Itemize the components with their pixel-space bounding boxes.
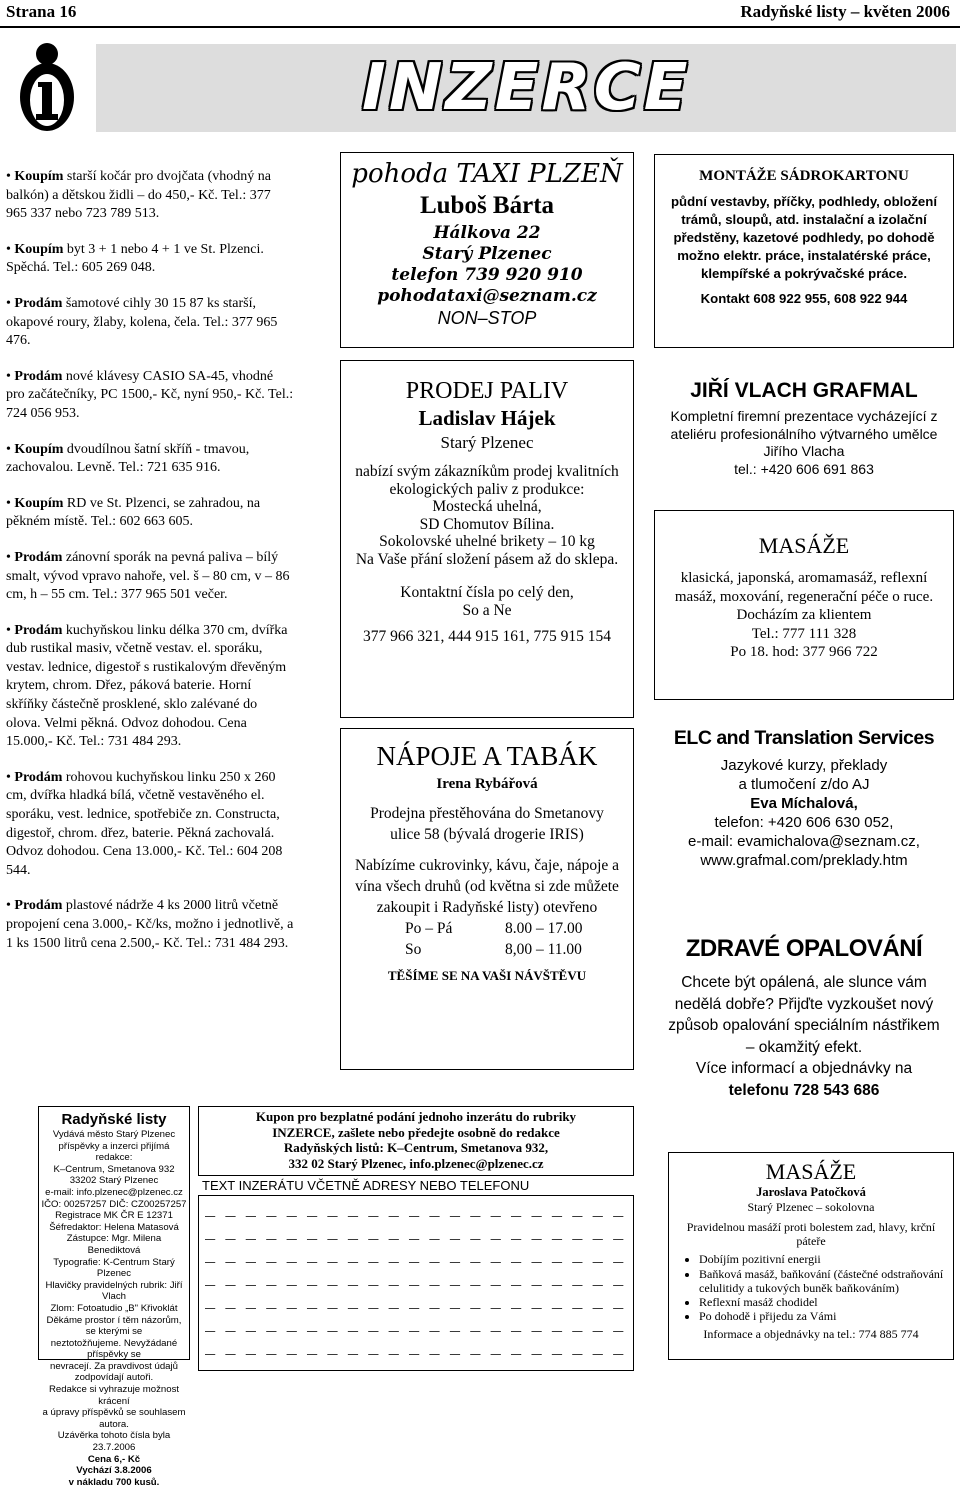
imprint-issue-date: Vychází 3.8.2006 [76,1465,152,1477]
opalovani-body: Chcete být opálená, ale slunce vám nedělá dobře? Přijďte vyzkoušet nový způsob opalování speciálním nástřikem – okamžitý efekt. [668,974,940,1056]
list-item: • Koupím starší kočár pro dvojčata (vhodný na balkón) a dětskou židli – do 450,- Kč. Tel.: 377 965 337 nebo 723 789 513. [6,169,272,222]
paliva-name: Ladislav Hájek [418,406,556,430]
imprint-line: neztotožňujeme. Nevyžádané příspěvky se [50,1337,178,1361]
imprint-line: nevracejí. Za pravdivost údajů [50,1360,178,1372]
imprint-line: K–Centrum, Smetanova 932 [53,1163,175,1175]
imprint-title: Radyňské listy [61,1111,167,1128]
issue-header: Radyňské listy – květen 2006 [740,2,950,21]
elc-courses: Jazykové kurzy, překlady [720,757,888,774]
imprint-line: Hlavičky pravidelných rubrik: Jiří Vlach [45,1279,183,1303]
coupon-text-field[interactable]: _ _ _ _ _ _ _ _ _ _ _ _ _ _ _ _ _ _ _ _ _ _ _ _ _ _ _ _ _ _ _ _ _ _ _ _ _ _ _ _ _ _ _ _ _ _ _ _ _ _ _ _ _ _ _ _ _ _ _ _ _ _ _ _ _ _ _ _ _ _ _ _ _ _ _ _ _ _ _ _ _ _ _ _ _ _ _ _ _ _ _ _ _ _ _ _ _ _ _ _ _ _ _ _ _ _ _ _ _ _ _ _ _ _ _ _ _ _ _ _ _ _ _ _ _ _ _ _ _ _ _ _ _ _ _ _ _ _ _ _ _ _ _ _ _ _ _ [198,1195,634,1371]
imprint-line: příspěvky a inzerci přijímá redakce: [58,1140,170,1164]
elc-title: ELC and Translation Services [673,727,935,749]
paliva-product-1: Mostecká uhelná, [432,498,542,515]
grafmal-ad [654,360,954,492]
masaze-patockova-ad [668,1152,954,1360]
montaze-title: MONTÁŽE SÁDROKARTONU [699,168,909,184]
coupon [198,1106,634,1360]
imprint-line: Děkáme prostor í těm názorům, se kterými se [46,1314,182,1338]
opalovani-phone: telefonu 728 543 686 [728,1081,880,1099]
coupon-instructions: Kupon pro bezplatné podání jednoho inzerátu do rubriky INZERCE, zašlete nebo předejte osobně do redakce Radyňských listů: K–Centrum, Smetanova 932, 332 02 Starý Plzenec, info.plzenec@plzenec.cz [198,1106,634,1176]
grafmal-title: JIŘÍ VLACH GRAFMAL [690,379,918,402]
montaze-body: půdní vestavby, příčky, podhledy, obložení trámů, sloupů, atd. instalační a izolační předstěny, kazetové podhledy, po dohodě možno elektr. práce, instalatérské práce, klempířské a pokrývačské práce. [671,194,937,281]
paliva-contact-days: So a Ne [462,602,512,619]
opalovani-title: ZDRAVÉ OPALOVÁNÍ [685,935,923,962]
napoje-ad [340,728,634,1070]
paliva-delivery: Na Vaše přání složení pásem až do sklepa. [355,550,619,568]
list-item: • Koupím RD ve St. Plzenci, se zahradou, na pěkném místě. Tel.: 602 663 605. [6,495,261,530]
imprint-line: Šéfredaktor: Helena Matasová [49,1221,179,1233]
paliva-product-2: SD Chomutov Bílina. [419,515,555,533]
list-item: • Prodám plastové nádrže 4 ks 2000 litrů včetně propojení cena 3.000,- Kč/ks, možno i jednotlivě, a 1 ks 1500 litrů cena 2.500,- Kč. Tel.: 731 484 293. [6,898,294,951]
imprint-line: zodpovídají autoři. [74,1372,154,1384]
imprint-box [38,1106,190,1488]
imprint-line: Zlom: Fotoatudio „B" Křivoklát [50,1302,178,1314]
classifieds-column [6,168,294,970]
elc-ad [654,716,954,886]
napoje-footer: TĚŠÍME SE NA VAŠI NÁVŠTĚVU [387,968,587,983]
taxi-email: pohodataxi@seznam.cz [377,286,597,306]
paliva-phones: 377 966 321, 444 915 161, 775 915 154 [363,628,611,645]
imprint-line: Vydává město Starý Plzenec [52,1129,176,1140]
imprint-line: 33202 Starý Plzenec [69,1175,159,1187]
paliva-offer: nabízí svým zákazníkům prodej kvalitních ekologických paliv z produkce: [355,463,619,498]
info-penguin-icon [16,42,78,134]
napoje-moved: Prodejna přestěhována do Smetanovy ulice 58 (bývalá drogerie IRIS) [370,805,604,843]
inzerce-banner [96,44,956,132]
paliva-ad [340,360,634,718]
taxi-ad [340,152,634,348]
page-number: Strana 16 [6,2,77,21]
imprint-line: Typografie: K-Centrum Starý Plzenec [53,1256,175,1280]
masaze-title: MASÁŽE [758,533,850,558]
imprint-print-run: v nákladu 700 kusů. [68,1476,160,1488]
grafmal-phone: tel.: +420 606 691 863 [734,460,874,477]
taxi-phone: telefon 739 920 910 [391,265,583,285]
masaze2-intro: Pravidelnou masáží proti bolestem zad, hlavy, krční páteře [686,1220,936,1249]
imprint-line: Registrace MK ČR E 12371 [55,1210,173,1222]
masaze-evening-phone: Po 18. hod: 377 966 722 [730,644,878,660]
list-item: • Prodám šamotové cihly 30 15 87 ks starší, okapové roury, žlaby, kolena, čela. Tel.: 377 965 476. [6,295,278,349]
list-item: • Prodám nové klávesy CASIO SA-45, vhodné pro začátečníky, PC 1500,- Kč, nyní 950,- Kč. Tel.: 724 056 953. [6,368,294,421]
masaze2-place: Starý Plzenec – sokolovna [747,1200,875,1214]
taxi-nonstop: NON–STOP [437,308,537,328]
masaze-visit: Docházím za klientem [736,607,872,623]
paliva-title: PRODEJ PALIV [405,378,569,404]
napoje-hours-weekday: Po – Pá 8.00 – 17.00 [405,920,583,937]
elc-website: www.grafmal.com/preklady.htm [700,852,908,869]
list-item: • Po dohodě i přijedu za Vámi [699,1309,945,1323]
taxi-owner: Luboš Bárta [419,192,555,219]
list-item: • Koupím dvoudílnou šatní skříň - tmavou, zachovalou. Levně. Tel.: 721 635 916. [6,441,250,476]
opalovani-info: Více informací a objednávky na [695,1060,913,1077]
taxi-address: Hálkova 22 [433,223,541,243]
paliva-product-3: Sokolovské uhelné brikety – 10 kg [379,533,595,550]
list-item: • Prodám rohovou kuchyňskou linku 250 x 260 cm, dvířka hladká bílá, včetně vestavěného el. sporáku, vest. lednice, spotřebiče zn. Constructa, digestoř, chrom. dřez, baterie. Pěkná zachovalá. Odvoz dohodou. Cena 13.000,- Kč. Tel.: 604 208 544. [6,769,283,878]
header-rule [0,26,960,28]
imprint-line: Redakce si vyhrazuje možnost krácení [48,1384,180,1407]
elc-name: Eva Míchalová, [750,795,858,812]
grafmal-body: Kompletní firemní prezentace vycházející z ateliéru profesionálního výtvarného umělce Jiřího Vlacha [670,408,938,459]
montaze-contact: Kontakt 608 922 955, 608 922 944 [700,291,908,306]
masaze2-name: Jaroslava Patočková [756,1185,866,1199]
imprint-line: Uzávěrka tohoto čísla byla 23.7.2006 [57,1430,171,1454]
list-item: • Dobíjím pozitivní energii [699,1252,945,1266]
list-item: • Reflexní masáž chodidel [699,1295,945,1309]
imprint-line: Zástupce: Mgr. Milena Benediktová [66,1233,162,1256]
elc-interpreting: a tlumočení z/do AJ [738,776,870,793]
masaze2-footer: Informace a objednávky na tel.: 774 885 774 [703,1327,919,1342]
list-item: • Prodám zánovní sporák na pevná paliva – bílý smalt, vývod vpravo nahoře, vel. š – 80 cm, v – 86 cm, h – 55 cm. Tel.: 377 965 501 večer. [6,549,290,603]
napoje-hours-saturday: So 8,00 – 11.00 [405,941,582,958]
taxi-title: pohoda TAXI PLZEŇ [351,159,623,189]
opalovani-ad [654,920,954,1110]
napoje-title: NÁPOJE A TABÁK [376,741,598,771]
taxi-town: Starý Plzenec [422,244,552,264]
list-item: • Baňková masáž, baňkování (částečné odstraňování celulitidy a tukových buněk baňkováním) [699,1267,945,1295]
imprint-price: Cena 6,- Kč [87,1453,141,1465]
montaze-ad [654,154,954,348]
inzerce-title: INZERCE [362,51,691,125]
imprint-line: a úpravy příspěvků se souhlasem autora. [42,1407,186,1430]
elc-email: e-mail: evamichalova@seznam.cz, [688,833,920,850]
imprint-line: IČO: 00257257 DIČ: CZ00257257 [41,1198,187,1210]
masaze-ad [654,510,954,700]
elc-phone: telefon: +420 606 630 052, [714,814,894,831]
list-item: • Prodám kuchyňskou linku délka 370 cm, dvířka dub rustikal masiv, včetně vestav. el. sporáku, vestav. lednice, digestoř s rustikalovým dřevěným krytem, chrom. Dřez, páková baterie. Horní skříňky částečně prosklené, sklo zalévané do olova. Velmi pěkná. Odvoz dohodou. Cena 15.000,- Kč. Tel.: 731 484 293. [6,622,288,750]
masaze2-services [677,1252,945,1323]
paliva-contact-label: Kontaktní čísla po celý den, [400,584,574,601]
coupon-field-label: TEXT INZERÁTU VČETNĚ ADRESY NEBO TELEFONU [202,1178,530,1193]
masaze-phone: Tel.: 777 111 328 [751,625,857,642]
napoje-offer: Nabízíme cukrovinky, kávu, čaje, nápoje a vína všech druhů (od května si zde můžete zakoupit i Radyňské listy) otevřeno [354,857,620,916]
masaze2-title: MASÁŽE [765,1159,857,1184]
imprint-lines [41,1129,187,1454]
napoje-owner: Irena Rybářová [436,776,538,792]
imprint-line: e-mail: info.plzenec@plzenec.cz [45,1186,183,1198]
masaze-services: klasická, japonská, aromamasáž, reflexní masáž, moxování, regenerační péče o ruce. [674,570,934,605]
list-item: • Koupím byt 3 + 1 nebo 4 + 1 ve St. Plzenci. Spěchá. Tel.: 605 269 048. [6,241,264,276]
paliva-place: Starý Plzenec [440,433,534,452]
